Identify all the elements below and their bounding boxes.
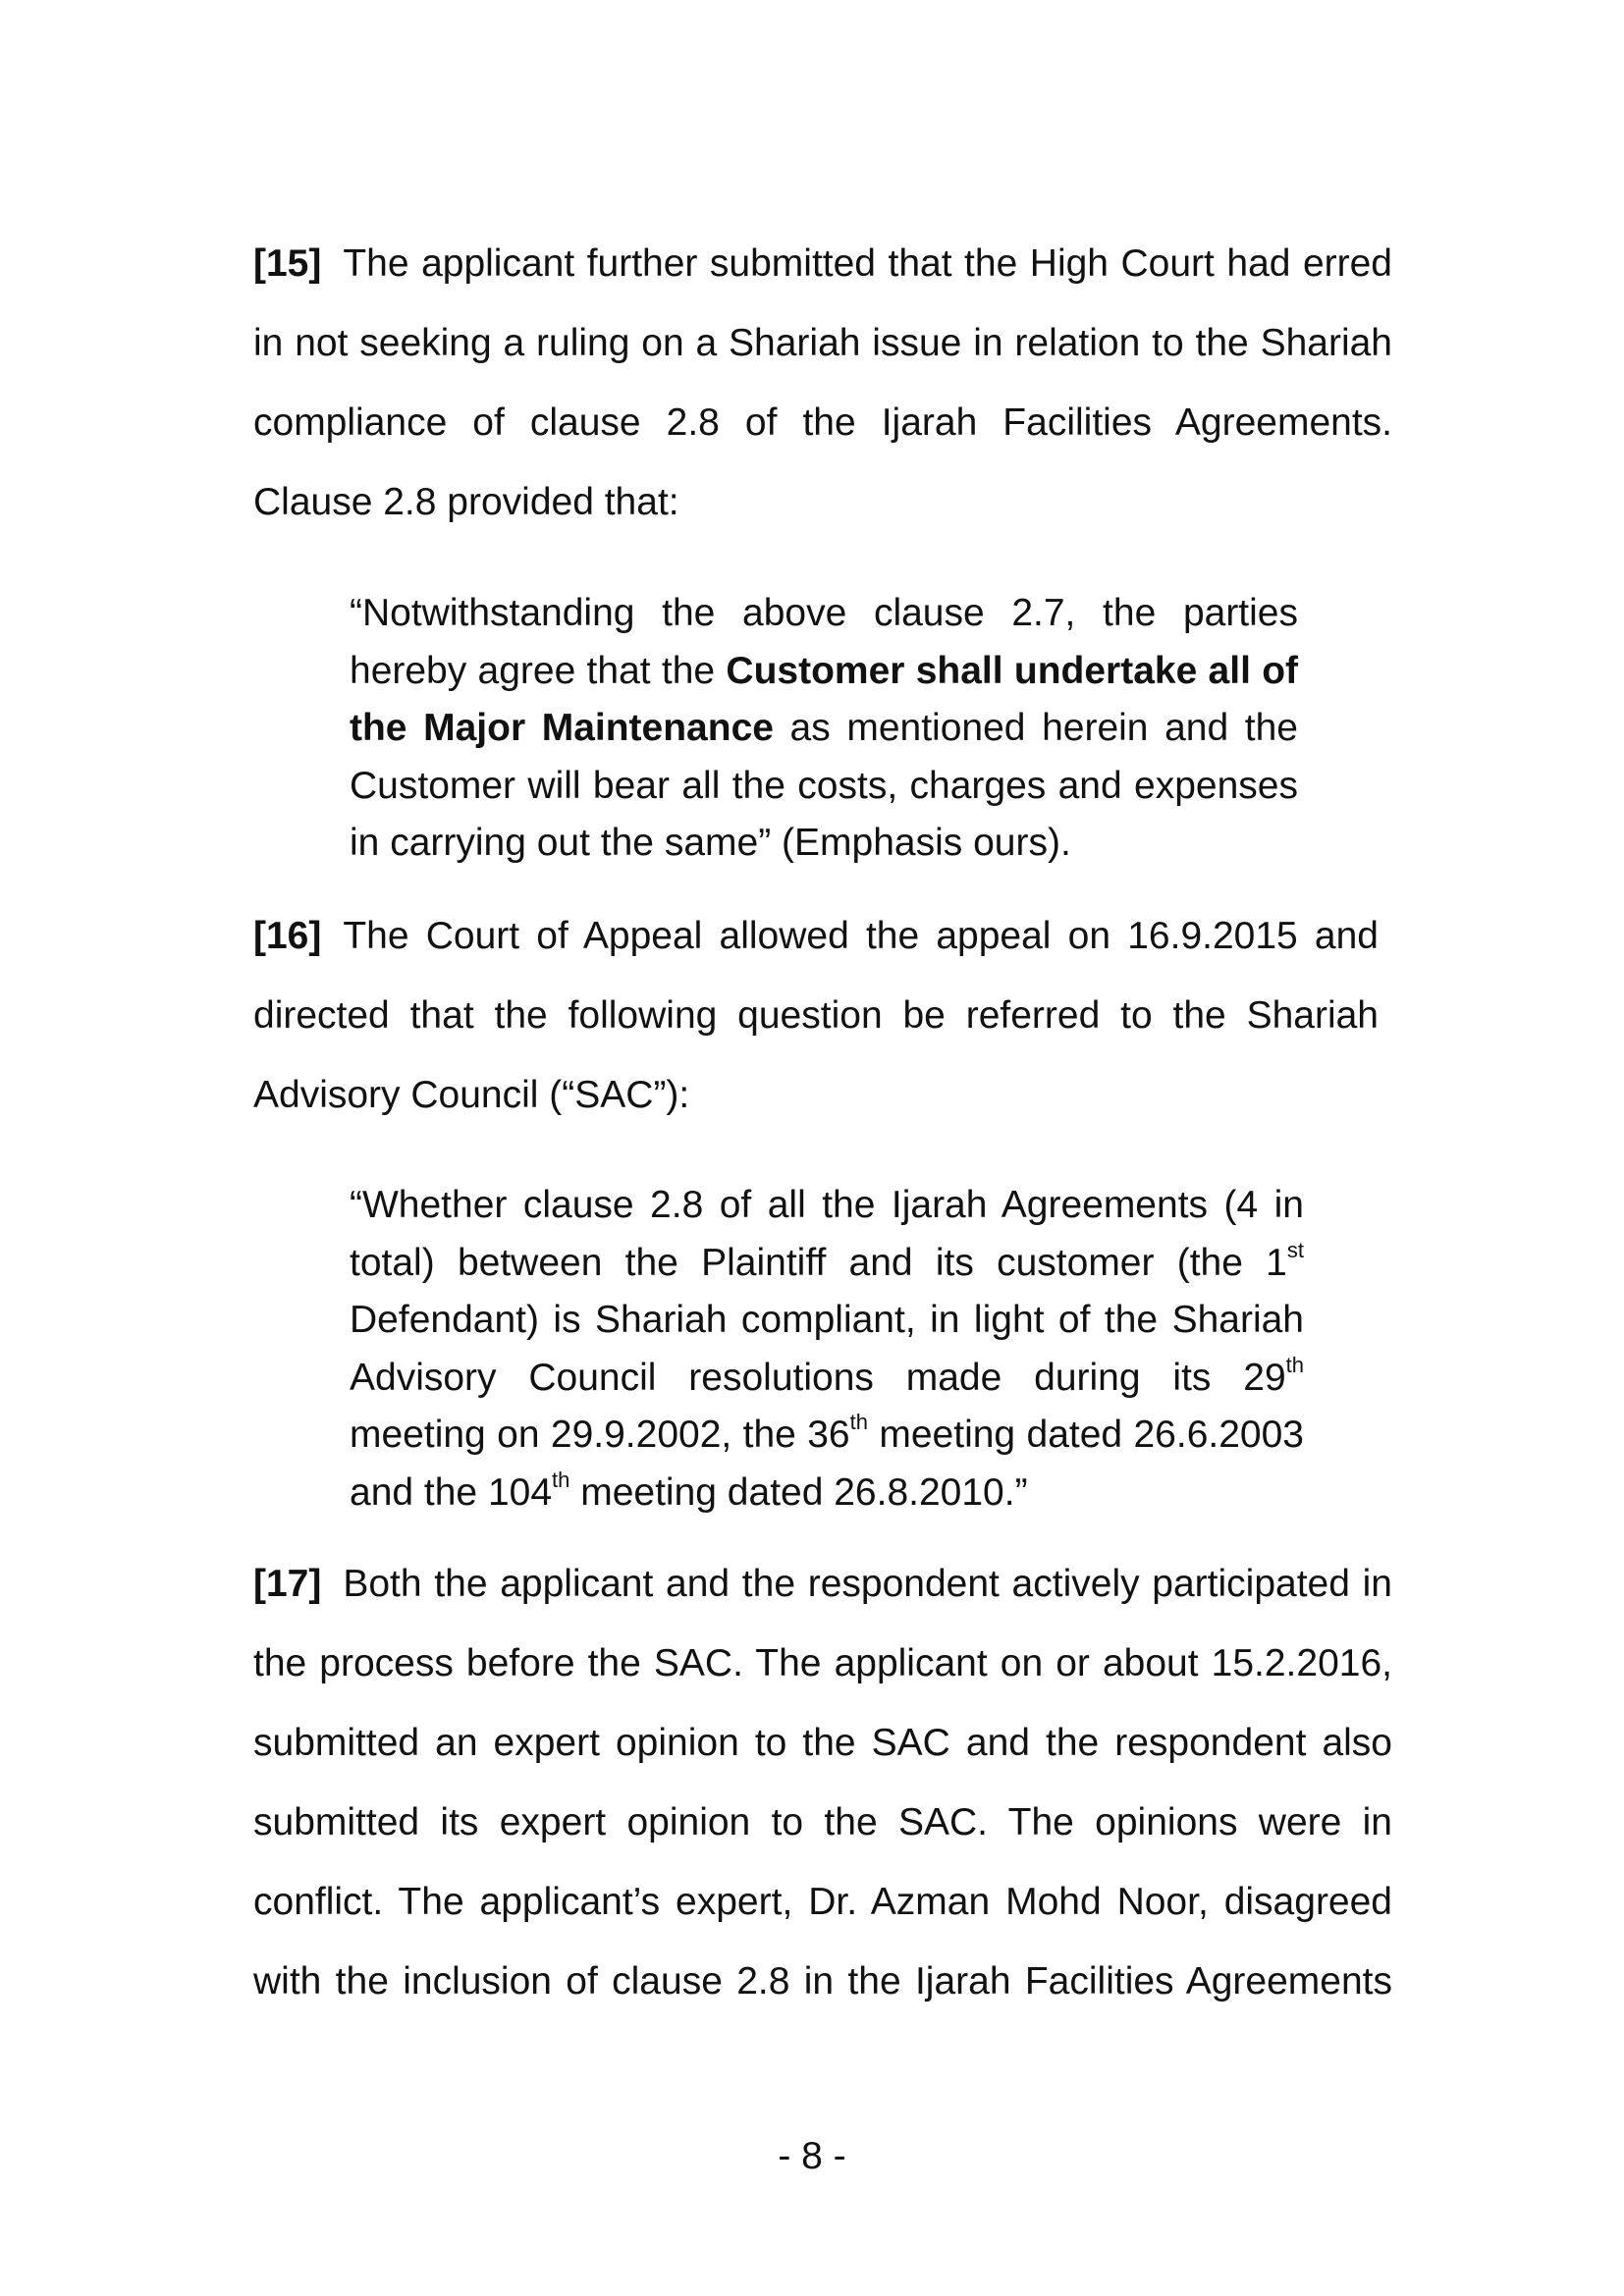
quote-text: meeting dated 26.6.2003 and the 104	[350, 1414, 1304, 1514]
page-number: - 8 -	[778, 2135, 846, 2177]
ordinal-suffix: th	[552, 1467, 570, 1492]
paragraph-text: The Court of Appeal allowed the appeal on 16.9.2015 and directed that the following question be referred to the Shariah Advisory Council (“SAC”):	[253, 915, 1379, 1116]
ordinal-suffix: th	[1285, 1352, 1304, 1377]
ordinal-suffix: st	[1286, 1237, 1304, 1262]
paragraph-number: [15]	[253, 242, 322, 285]
quote-text: meeting dated 26.8.2010.”	[569, 1470, 1028, 1514]
paragraph-text: Both the applicant and the respondent actively participated in the process before the SAC. The applicant on or about 15.2.2016, submitted an expert opinion to the SAC and the respondent also submitted its expert opinion to the SAC. The opinions were in conflict. The applicant’s expert, Dr. Azman Mohd Noor, disagreed with the inclusion of clause 2.8 in the Ijarah Facilities Agreements	[253, 1563, 1392, 2002]
quote-emphasis: Customer shall undertake all of the Major Maintenance	[350, 649, 1299, 749]
ordinal-suffix: th	[849, 1410, 868, 1434]
quote-text: meeting on 29.9.2002, the 36	[350, 1414, 850, 1456]
paragraph-number: [16]	[253, 915, 322, 957]
quote-text: “Whether clause 2.8 of all the Ijarah Agreements (4 in total) between the Plaintiff and its customer (the 1	[350, 1184, 1304, 1284]
paragraph-15	[253, 224, 1392, 542]
paragraph-16	[253, 896, 1379, 1135]
paragraph-text: The applicant further submitted that the High Court had erred in not seeking a ruling on a Shariah issue in relation to the Shariah compliance of clause 2.8 of the Ijarah Facilities Agreements. Clause 2.8 provided that:	[253, 242, 1392, 523]
quote-text: “Notwithstanding the above clause 2.7, the parties hereby agree that the	[350, 592, 1298, 692]
quote-text: as mentioned herein and the Customer will bear all the costs, charges and expenses in carrying out the same” (Emphasis ours).	[350, 707, 1298, 864]
quote-text: Defendant) is Shariah compliant, in light of the Shariah Advisory Council resolutions made during its 29	[350, 1299, 1304, 1399]
quote-question	[350, 1177, 1304, 1522]
quote-clause-2-8	[350, 585, 1298, 873]
paragraph-17	[253, 1544, 1392, 2021]
paragraph-number: [17]	[253, 1563, 322, 1605]
